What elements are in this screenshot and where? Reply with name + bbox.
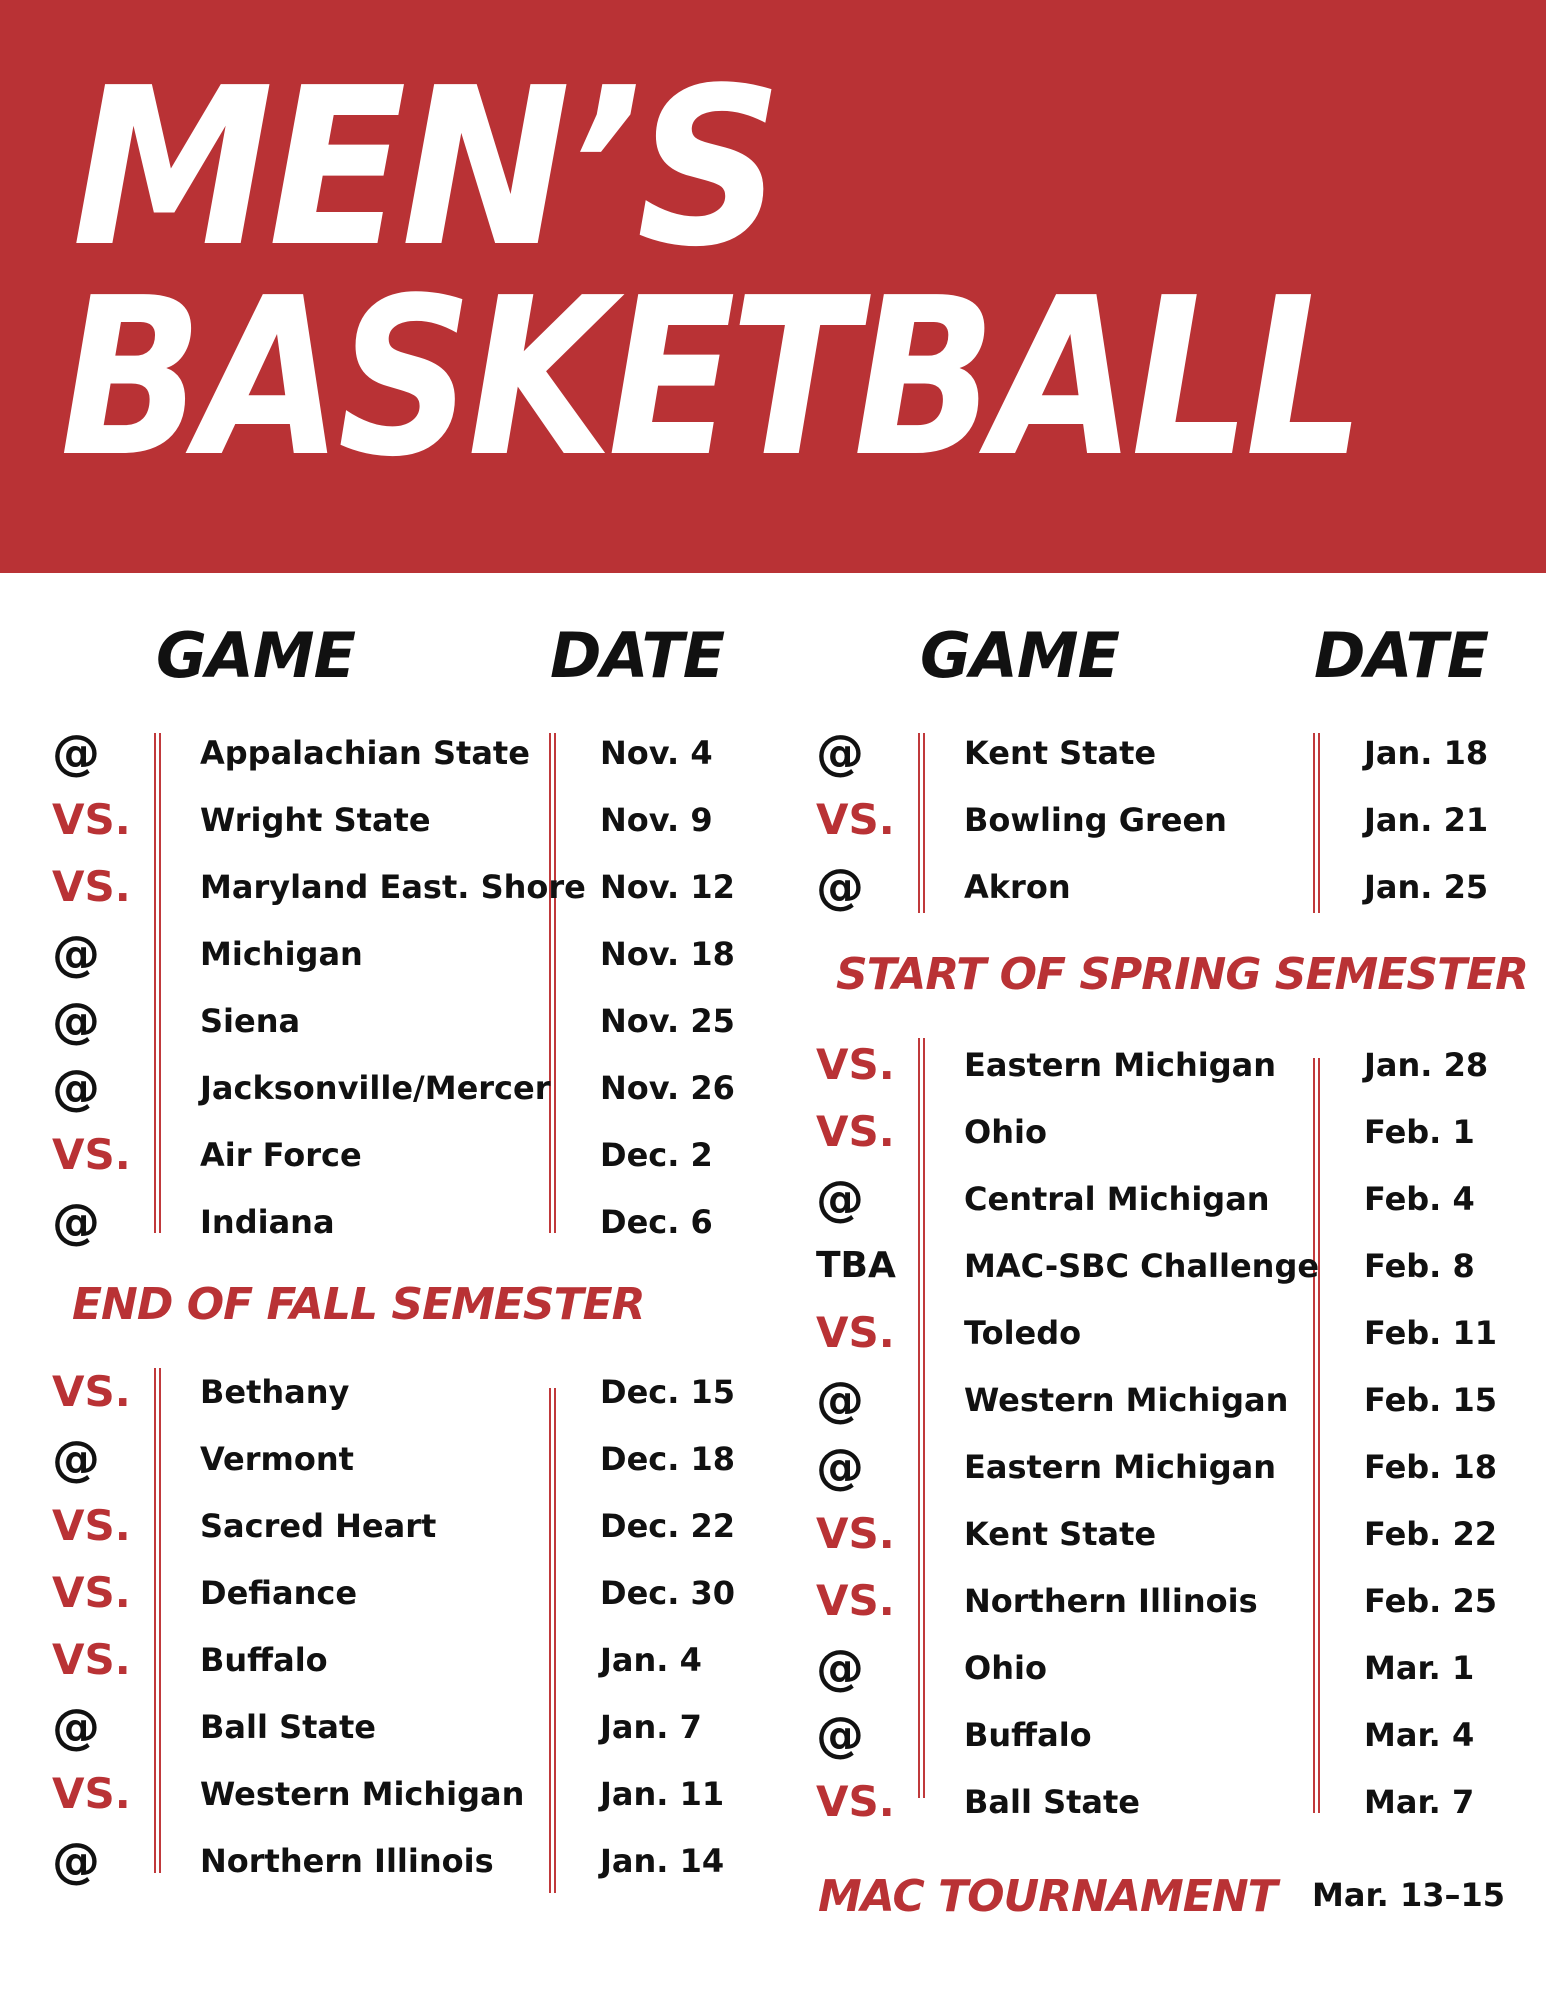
away-indicator: @ [52,1194,100,1250]
game-date: Dec. 30 [600,1574,736,1612]
game-date: Feb. 11 [1364,1314,1497,1352]
game-row [0,924,773,984]
game-row [0,723,773,783]
game-date: Feb. 15 [1364,1381,1497,1419]
game-date: Jan. 14 [600,1842,725,1880]
game-row [0,1429,773,1489]
game-row [764,1571,1537,1631]
opponent-name: Siena [200,1002,301,1040]
opponent-name: Central Michigan [964,1180,1270,1218]
game-date: Jan. 7 [600,1708,702,1746]
game-date: Dec. 15 [600,1373,736,1411]
away-indicator: @ [52,1431,100,1487]
game-date: Nov. 18 [600,935,735,973]
home-indicator: VS. [52,795,131,844]
game-header: GAME [920,619,1119,692]
opponent-name: Ball State [964,1783,1140,1821]
opponent-name: Sacred Heart [200,1507,437,1545]
opponent-name: Bowling Green [964,801,1227,839]
opponent-name: Jacksonville/Mercer [200,1069,551,1107]
game-date: Mar. 7 [1364,1783,1475,1821]
game-date: Jan. 4 [600,1641,702,1679]
opponent-name: Appalachian State [200,734,530,772]
game-date: Jan. 21 [1364,801,1489,839]
away-indicator: @ [52,1699,100,1755]
game-date: Feb. 1 [1364,1113,1475,1151]
opponent-name: Buffalo [964,1716,1092,1754]
home-indicator: VS. [816,1308,895,1357]
game-row [764,1705,1537,1765]
game-date: Feb. 8 [1364,1247,1475,1285]
game-date: Feb. 25 [1364,1582,1497,1620]
opponent-name: Toledo [964,1314,1082,1352]
opponent-name: Ball State [200,1708,376,1746]
mac-tournament-label: MAC TOURNAMENT [818,1871,1277,1922]
opponent-name: Indiana [200,1203,335,1241]
schedule-column-right [764,573,1537,2000]
away-indicator: @ [816,1372,864,1428]
away-indicator: @ [816,859,864,915]
game-row [0,1831,773,1891]
opponent-name: Northern Illinois [200,1842,494,1880]
away-indicator: @ [52,926,100,982]
game-row [0,991,773,1051]
game-row [764,857,1537,917]
game-date: Feb. 18 [1364,1448,1497,1486]
game-row [0,1192,773,1252]
away-indicator: @ [52,993,100,1049]
game-row [0,1125,773,1185]
opponent-name: Akron [964,868,1071,906]
opponent-name: Eastern Michigan [964,1448,1277,1486]
opponent-name: MAC-SBC Challenge [964,1247,1320,1285]
away-indicator: @ [52,1833,100,1889]
game-row [0,1362,773,1422]
game-row [764,1772,1537,1832]
game-date: Nov. 9 [600,801,713,839]
game-date: Dec. 2 [600,1136,713,1174]
away-indicator: @ [52,1060,100,1116]
opponent-name: Western Michigan [964,1381,1289,1419]
away-indicator: @ [816,1707,864,1763]
section-label-end-of-fall: END OF FALL SEMESTER [72,1279,645,1330]
title-banner [0,0,1546,573]
game-row [764,1303,1537,1363]
game-date: Jan. 11 [600,1775,725,1813]
opponent-name: Air Force [200,1136,362,1174]
away-indicator: @ [816,1439,864,1495]
game-date: Nov. 26 [600,1069,735,1107]
section-label-start-of-spring: START OF SPRING SEMESTER [836,949,1529,1000]
opponent-name: Western Michigan [200,1775,525,1813]
away-indicator: @ [816,1640,864,1696]
title-line-2: BASKETBALL [60,252,1360,505]
title-line-1: MEN’S [72,42,778,295]
game-date: Nov. 12 [600,868,735,906]
game-row [764,1236,1537,1296]
away-indicator: @ [816,1171,864,1227]
game-date: Dec. 18 [600,1440,736,1478]
opponent-name: Wright State [200,801,431,839]
game-row [0,1496,773,1556]
opponent-name: Kent State [964,1515,1157,1553]
game-date: Feb. 4 [1364,1180,1475,1218]
date-header: DATE [550,619,725,692]
schedule-column-left [0,573,773,2000]
home-indicator: VS. [52,1635,131,1684]
game-row [764,1638,1537,1698]
game-row [0,1764,773,1824]
opponent-name: Defiance [200,1574,358,1612]
game-row [0,1563,773,1623]
opponent-name: Northern Illinois [964,1582,1258,1620]
opponent-name: Eastern Michigan [964,1046,1277,1084]
opponent-name: Kent State [964,734,1157,772]
game-row [0,1630,773,1690]
home-indicator: VS. [816,795,895,844]
date-header: DATE [1314,619,1489,692]
opponent-name: Maryland East. Shore [200,868,586,906]
game-row [764,1102,1537,1162]
game-row [0,1058,773,1118]
home-indicator: VS. [52,1769,131,1818]
game-date: Nov. 25 [600,1002,735,1040]
game-date: Mar. 1 [1364,1649,1475,1687]
opponent-name: Michigan [200,935,363,973]
home-indicator: VS. [816,1107,895,1156]
game-row [764,1504,1537,1564]
game-date: Mar. 4 [1364,1716,1475,1754]
opponent-name: Vermont [200,1440,354,1478]
home-indicator: VS. [52,1501,131,1550]
game-date: Dec. 6 [600,1203,713,1241]
mac-tournament-date: Mar. 13–15 [1312,1876,1506,1914]
home-indicator: VS. [816,1040,895,1089]
game-row [0,857,773,917]
home-indicator: VS. [52,862,131,911]
opponent-name: Bethany [200,1373,350,1411]
game-row [764,1035,1537,1095]
home-indicator: VS. [816,1509,895,1558]
game-date: Dec. 22 [600,1507,736,1545]
game-row [764,1437,1537,1497]
home-indicator: VS. [52,1367,131,1416]
tba-indicator: TBA [816,1245,896,1286]
game-row [0,1697,773,1757]
opponent-name: Buffalo [200,1641,328,1679]
game-date: Jan. 28 [1364,1046,1489,1084]
home-indicator: VS. [52,1568,131,1617]
opponent-name: Ohio [964,1113,1047,1151]
home-indicator: VS. [52,1130,131,1179]
game-row [0,790,773,850]
game-date: Jan. 25 [1364,868,1489,906]
home-indicator: VS. [816,1777,895,1826]
game-date: Jan. 18 [1364,734,1489,772]
home-indicator: VS. [816,1576,895,1625]
away-indicator: @ [816,725,864,781]
game-row [764,723,1537,783]
game-date: Nov. 4 [600,734,713,772]
game-row [764,1370,1537,1430]
game-row [764,790,1537,850]
opponent-name: Ohio [964,1649,1047,1687]
game-row [764,1169,1537,1229]
away-indicator: @ [52,725,100,781]
game-date: Feb. 22 [1364,1515,1497,1553]
game-header: GAME [156,619,355,692]
